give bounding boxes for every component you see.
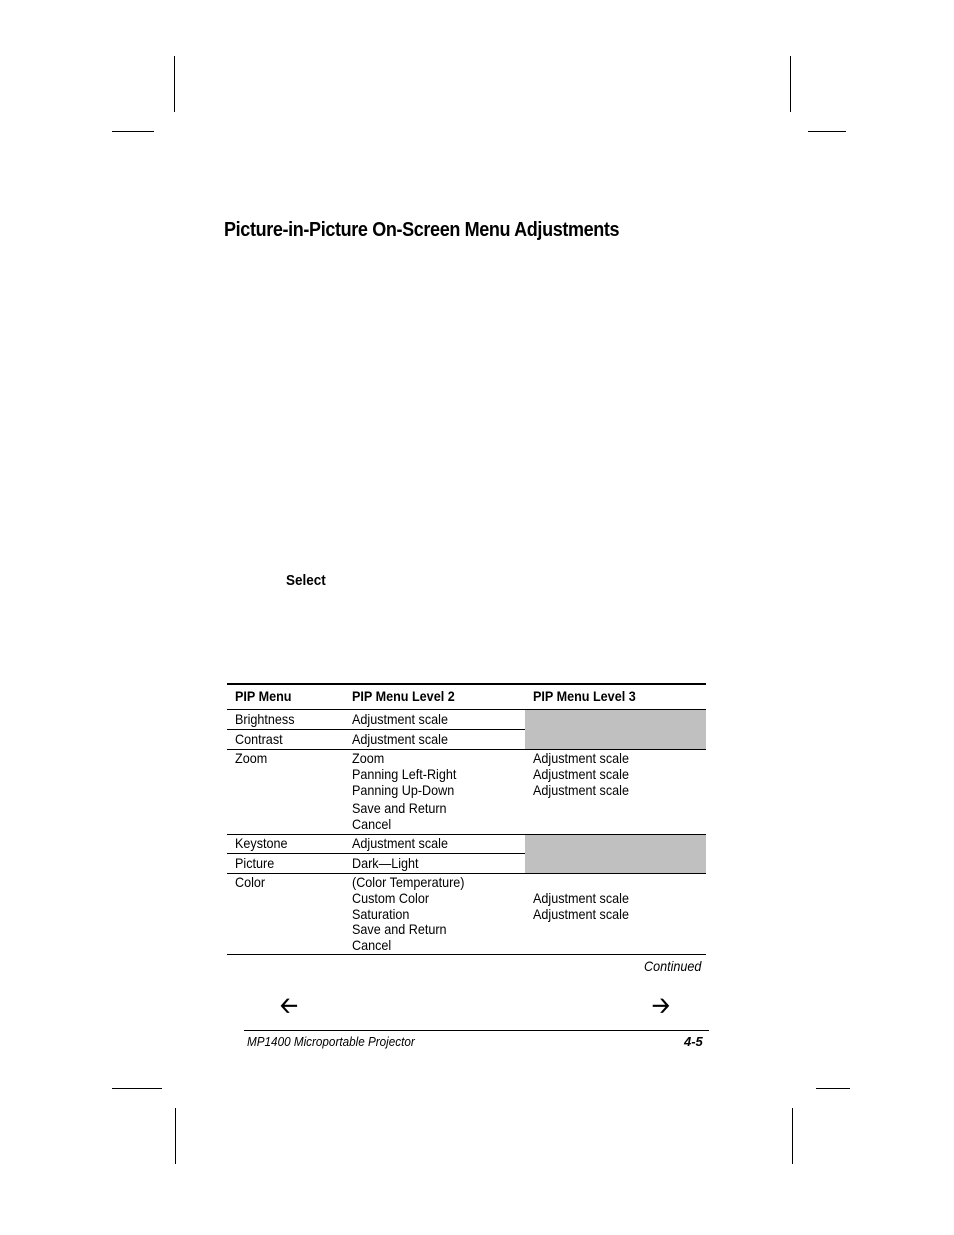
table-top-rule [227,683,706,685]
row-rule [227,873,706,874]
crop-mark [816,1088,850,1089]
row-menu-color: Color [235,874,266,890]
zoom-level2-item: Panning Left-Right [352,766,457,782]
crop-mark [808,131,846,132]
color-level3-item: Adjustment scale [533,890,629,906]
row-level2-keystone: Adjustment scale [352,835,448,851]
color-level2-item: Saturation [352,906,410,922]
header-pip-menu-level-2: PIP Menu Level 2 [352,688,455,704]
row-level2-brightness: Adjustment scale [352,711,448,727]
crop-mark [175,1108,176,1164]
table-bottom-rule [227,954,706,955]
zoom-level2-item: Panning Up-Down [352,782,455,798]
zoom-level3-item: Adjustment scale [533,750,629,766]
page-title: Picture-in-Picture On-Screen Menu Adjustments [224,219,620,241]
shaded-cell [525,834,706,873]
row-menu-keystone: Keystone [235,835,288,851]
color-level2-item: Save and Return [352,921,447,937]
header-pip-menu: PIP Menu [235,688,292,704]
color-level3-item: Adjustment scale [533,906,629,922]
color-level2-item: (Color Temperature) [352,874,465,890]
zoom-level3-item: Adjustment scale [533,782,629,798]
crop-mark [174,56,175,112]
row-rule [227,834,706,835]
row-menu-zoom: Zoom [235,750,268,766]
zoom-level2-item: Zoom [352,750,385,766]
page-number: 4-5 [684,1034,703,1049]
color-level2-item: Custom Color [352,890,430,906]
row-level2-contrast: Adjustment scale [352,731,448,747]
crop-mark [792,1108,793,1164]
row-menu-brightness: Brightness [235,711,295,727]
row-rule [227,729,525,730]
forward-arrow-icon[interactable]: 🡢 [652,993,670,1018]
select-label: Select [286,572,326,589]
crop-mark [112,131,154,132]
row-rule [227,853,525,854]
header-pip-menu-level-3: PIP Menu Level 3 [533,688,636,704]
continued-note: Continued [644,958,702,974]
pip-menu-table [227,683,706,956]
back-arrow-icon[interactable]: 🡠 [280,993,298,1018]
crop-mark [112,1088,162,1089]
row-menu-contrast: Contrast [235,731,283,747]
zoom-level3-item: Adjustment scale [533,766,629,782]
crop-mark [790,56,791,112]
row-rule [227,749,706,750]
zoom-level2-item: Cancel [352,816,392,832]
zoom-level2-item: Save and Return [352,800,447,816]
row-menu-picture: Picture [235,855,275,871]
footer-rule [244,1030,709,1031]
color-level2-item: Cancel [352,937,392,953]
row-level2-picture: Dark—Light [352,855,419,871]
footer-product-name: MP1400 Microportable Projector [247,1034,415,1049]
shaded-cell [525,710,706,749]
